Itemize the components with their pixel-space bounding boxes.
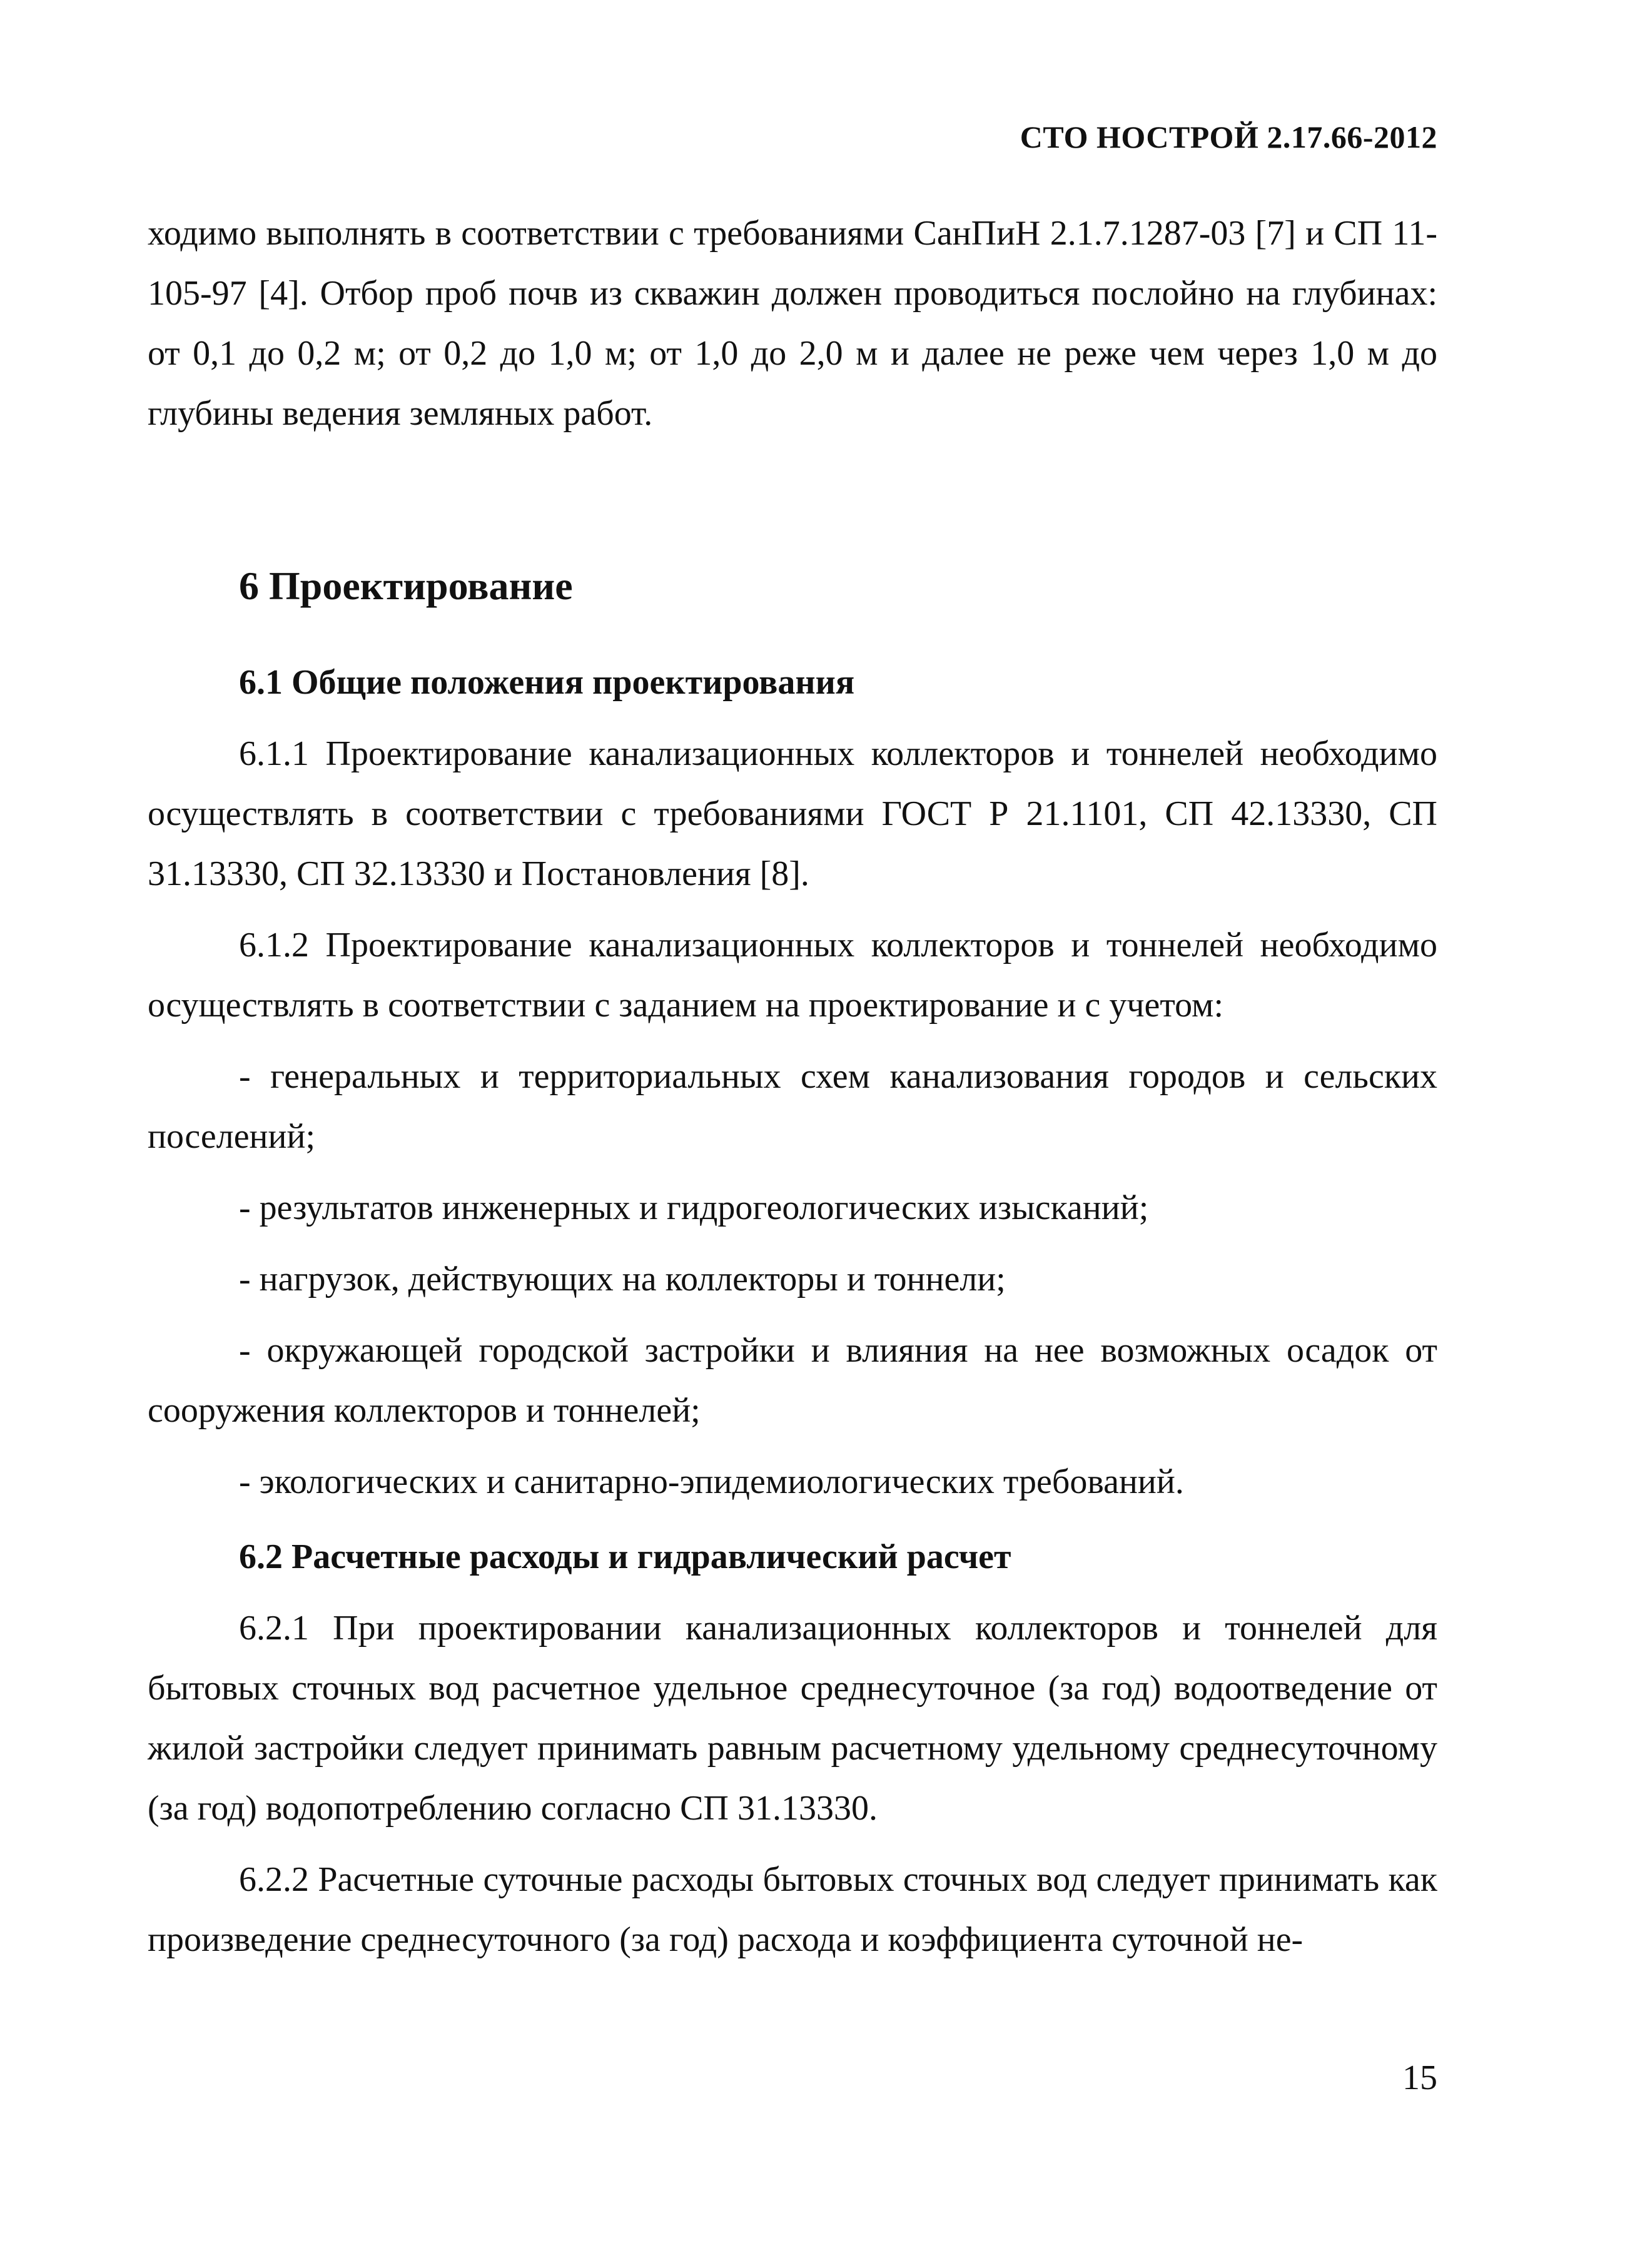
- subsection-6-1-title: 6.1 Общие положения проектирования: [239, 663, 855, 702]
- list-item: - окружающей городской застройки и влияния на нее возможных осадок от сооружения коллекторов и тоннелей;: [148, 1331, 1437, 1430]
- subsection-6-2-title: 6.2 Расчетные расходы и гидравлический расчет: [239, 1537, 1011, 1576]
- page-content: [148, 203, 1437, 1970]
- paragraph-6-1-1: 6.1.1 Проектирование канализационных коллекторов и тоннелей необходимо осуществлять в соответствии с требованиями ГОСТ Р 21.1101, СП 42.13330, СП 31.13330, СП 32.13330 и Постановления [8].: [148, 734, 1437, 893]
- section-title: 6 Проектирование: [239, 564, 573, 608]
- list-item: - нагрузок, действующих на коллекторы и тоннели;: [239, 1260, 1006, 1299]
- page-number: 15: [1402, 2058, 1437, 2097]
- paragraph-6-1-2: 6.1.2 Проектирование канализационных коллекторов и тоннелей необходимо осуществлять в соответствии с заданием на проектирование и с учетом:: [148, 926, 1437, 1025]
- list-item: - экологических и санитарно-эпидемиологических требований.: [239, 1462, 1184, 1501]
- list-item: - генеральных и территориальных схем канализования городов и сельских поселений;: [148, 1057, 1437, 1156]
- document-code-header: СТО НОСТРОЙ 2.17.66-2012: [1020, 119, 1437, 154]
- paragraph-6-2-1: 6.2.1 При проектировании канализационных коллекторов и тоннелей для бытовых сточных вод расчетное удельное среднесуточное (за год) водоотведение от жилой застройки следует принимать равным расчетному удельному среднесуточному (за год) водопотреблению согласно СП 31.13330.: [148, 1609, 1437, 1828]
- continuation-paragraph: ходимо выполнять в соответствии с требованиями СанПиН 2.1.7.1287-03 [7] и СП 11-105-97 [4]. Отбор проб почв из скважин должен проводиться послойно на глубинах: от 0,1 до 0,2 м; от 0,2 до 1,0 м; от 1,0 до 2,0 м и далее не реже чем через 1,0 м до глубины ведения земляных работ.: [148, 214, 1437, 433]
- paragraph-6-2-2: 6.2.2 Расчетные суточные расходы бытовых сточных вод следует принимать как произведение среднесуточного (за год) расхода и коэффициента суточной не-: [148, 1860, 1437, 1959]
- list-item: - результатов инженерных и гидрогеологических изысканий;: [239, 1188, 1149, 1227]
